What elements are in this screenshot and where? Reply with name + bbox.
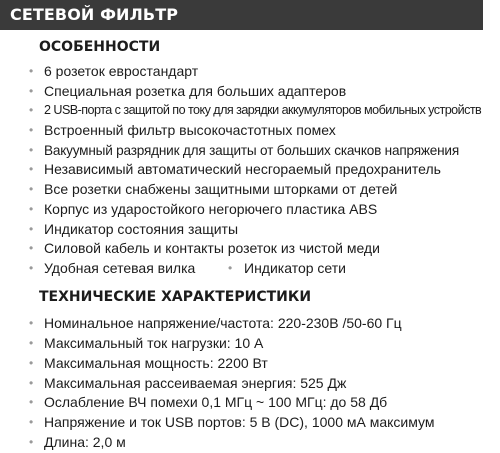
- spec-text: Ослабление ВЧ помехи 0,1 МГц ~ 100 МГц: до 58 Дб: [44, 394, 388, 411]
- bullet-icon: •: [29, 162, 34, 177]
- bullet-icon: •: [29, 316, 34, 330]
- bullet-icon: •: [29, 123, 34, 138]
- spec-text: Максимальная мощность: 2200 Вт: [44, 354, 268, 371]
- list-item: [0, 141, 500, 161]
- list-item: [0, 334, 500, 354]
- bullet-icon: •: [29, 83, 34, 98]
- feature-text: Индикатор сети: [244, 259, 346, 276]
- spec-text: Напряжение и ток USB портов: 5 В (DC), 1000 мА максимум: [44, 414, 435, 431]
- list-item: [0, 160, 500, 180]
- bullet-icon: •: [29, 395, 34, 410]
- bullet-icon: •: [29, 435, 34, 450]
- bullet-icon: •: [29, 201, 34, 216]
- list-item: [0, 121, 500, 141]
- bullet-icon: •: [29, 260, 34, 275]
- list-item: [0, 82, 500, 102]
- list-item: [0, 239, 500, 259]
- feature-text: Удобная сетевая вилка: [44, 259, 196, 276]
- list-item: [0, 374, 500, 394]
- list-item: [0, 354, 500, 374]
- list-item: [0, 101, 500, 121]
- list-item: [0, 393, 500, 413]
- list-item: [0, 62, 500, 82]
- page-title: СЕТЕВОЙ ФИЛЬТР: [10, 5, 179, 24]
- list-item: [0, 259, 500, 279]
- bullet-icon: •: [29, 355, 34, 370]
- feature-text: 6 розеток евростандарт: [44, 63, 199, 79]
- list-item: [0, 180, 500, 200]
- feature-text: Специальная розетка для больших адаптеров: [44, 82, 347, 99]
- bullet-icon: •: [29, 221, 34, 236]
- spec-text: Максимальная рассеиваемая энергия: 525 Дж: [44, 374, 347, 391]
- features-list: [0, 62, 500, 279]
- bullet-icon: •: [29, 375, 34, 390]
- feature-text: Индикатор состояния защиты: [44, 220, 239, 237]
- bullet-icon: •: [29, 64, 34, 78]
- feature-text: Независимый автоматический несгораемый предохранитель: [44, 161, 441, 178]
- specs-list: [0, 314, 500, 453]
- list-item: [0, 220, 500, 240]
- bullet-icon: •: [228, 260, 233, 275]
- list-item: [0, 200, 500, 220]
- spec-text: Максимальный ток нагрузки: 10 А: [44, 334, 264, 351]
- feature-text: Все розетки снабжены защитными шторками от детей: [44, 181, 398, 198]
- feature-text: 2 USB-порта с защитой по току для зарядки аккумуляторов мобильных устройств: [44, 103, 482, 118]
- specs-heading: ТЕХНИЧЕСКИЕ ХАРАКТЕРИСТИКИ: [39, 289, 312, 305]
- spec-text: Номинальное напряжение/частота: 220-230В /50-60 Гц: [44, 315, 402, 331]
- bullet-icon: •: [29, 335, 34, 350]
- bullet-icon: •: [29, 182, 34, 197]
- bullet-icon: •: [29, 241, 34, 256]
- feature-text: Вакуумный разрядник для защиты от больших скачков напряжения: [44, 142, 459, 158]
- features-heading: ОСОБЕННОСТИ: [39, 39, 161, 55]
- header-bar: [0, 0, 483, 30]
- feature-text: Встроенный фильтр высокочастотных помех: [44, 122, 336, 139]
- bullet-icon: •: [29, 415, 34, 430]
- feature-text: Силовой кабель и контакты розеток из чистой меди: [44, 240, 380, 257]
- list-item: [0, 413, 500, 433]
- list-item: [0, 314, 500, 334]
- spec-text: Длина: 2,0 м: [44, 434, 126, 451]
- bullet-icon: •: [29, 103, 34, 118]
- bullet-icon: •: [29, 142, 34, 157]
- feature-text: Корпус из ударостойкого негорючего пластика ABS: [44, 200, 378, 217]
